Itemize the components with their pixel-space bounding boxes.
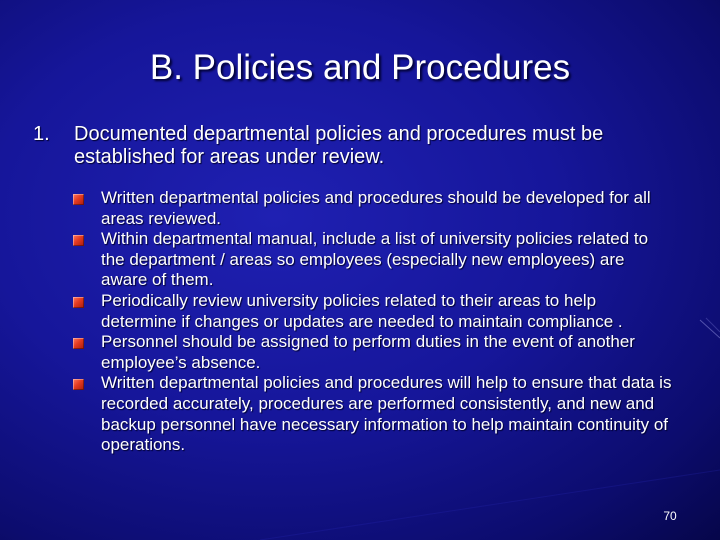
sub-bullet-item: [73, 229, 673, 291]
list-item-text: Documented departmental policies and procedures must be established for areas under review.: [74, 123, 604, 168]
sub-bullet-item: [73, 373, 673, 455]
sub-bullet-text: Within departmental manual, include a list of university policies related to the department / areas so employees (especially new employees) are aware of them.: [101, 229, 649, 290]
sub-bullet-list: [73, 188, 673, 456]
sub-bullet-text: Written departmental policies and procedures will help to ensure that data is recorded accurately, procedures are performed consistently, and new and backup personnel have necessary information to help maintain continuity of operations.: [101, 373, 672, 455]
sub-bullet-text: Personnel should be assigned to perform duties in the event of another employee’s absence.: [101, 332, 635, 372]
list-item-number: 1.: [33, 123, 50, 145]
square-bullet-icon: [73, 235, 84, 246]
square-bullet-icon: [73, 194, 84, 205]
square-bullet-icon: [73, 379, 84, 390]
square-bullet-icon: [73, 338, 84, 349]
square-bullet-icon: [73, 297, 84, 308]
sub-bullet-item: [73, 332, 673, 373]
sub-bullet-item: [73, 188, 673, 229]
page-number: 70: [663, 509, 677, 523]
sub-bullet-item: [73, 291, 673, 332]
sub-bullet-text: Periodically review university policies related to their areas to help determine if changes or updates are needed to maintain compliance .: [101, 290, 623, 331]
slide-title: B. Policies and Procedures: [149, 48, 571, 87]
sub-bullet-text: Written departmental policies and procedures should be developed for all areas reviewed.: [101, 188, 651, 228]
